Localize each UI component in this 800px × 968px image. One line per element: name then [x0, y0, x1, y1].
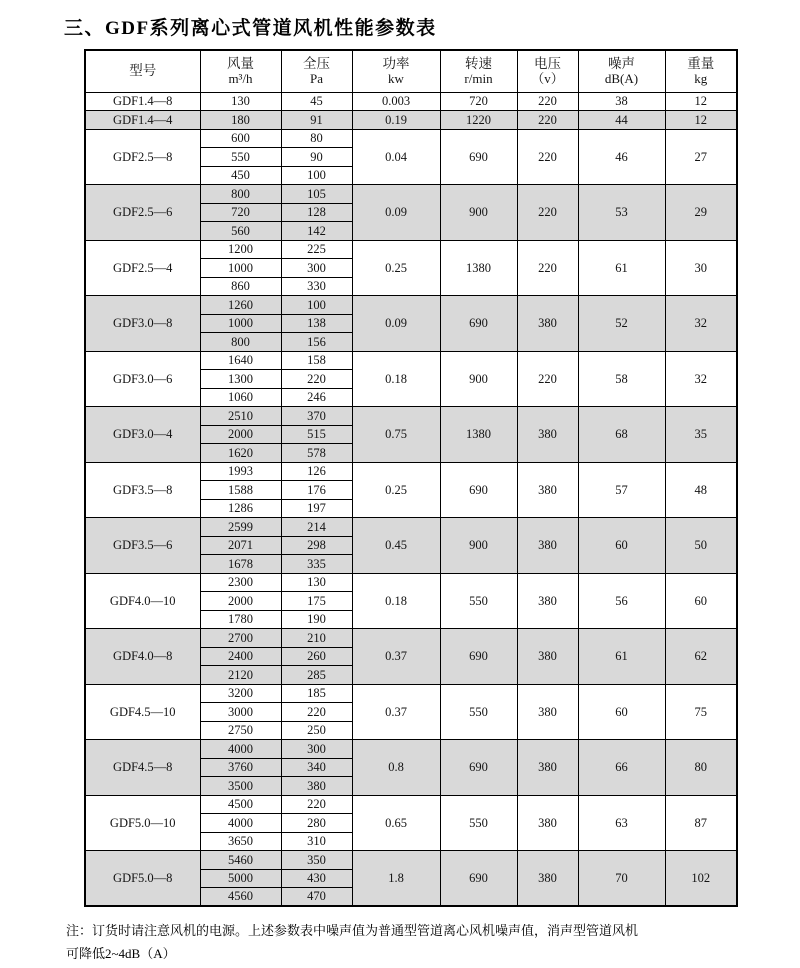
cell-weight: 60	[665, 573, 737, 629]
cell-pressure: 285	[281, 666, 352, 685]
col-header-label: 重量	[687, 56, 715, 72]
cell-voltage: 220	[517, 111, 578, 130]
cell-speed: 690	[440, 740, 517, 796]
cell-pressure: 80	[281, 129, 352, 148]
cell-airflow: 2400	[200, 647, 281, 666]
cell-voltage: 380	[517, 296, 578, 352]
cell-pressure: 515	[281, 425, 352, 444]
table-row	[85, 518, 737, 537]
cell-pressure: 142	[281, 222, 352, 241]
cell-pressure: 130	[281, 573, 352, 592]
cell-pressure: 280	[281, 814, 352, 833]
cell-pressure: 310	[281, 832, 352, 851]
cell-power: 0.09	[352, 185, 440, 241]
cell-pressure: 185	[281, 684, 352, 703]
cell-voltage: 380	[517, 740, 578, 796]
cell-airflow: 1780	[200, 610, 281, 629]
cell-pressure: 300	[281, 259, 352, 278]
cell-noise: 61	[578, 240, 665, 296]
cell-pressure: 220	[281, 703, 352, 722]
cell-airflow: 2000	[200, 592, 281, 611]
cell-noise: 60	[578, 684, 665, 740]
cell-pressure: 100	[281, 166, 352, 185]
cell-speed: 550	[440, 684, 517, 740]
cell-voltage: 220	[517, 240, 578, 296]
cell-airflow: 2120	[200, 666, 281, 685]
col-header-unit: m³/h	[228, 70, 253, 86]
col-header-label: 转速	[465, 56, 492, 72]
cell-noise: 46	[578, 129, 665, 185]
table-row	[85, 92, 737, 111]
cell-power: 0.003	[352, 92, 440, 111]
cell-model: GDF5.0—10	[85, 795, 200, 851]
table-header	[85, 50, 737, 92]
cell-noise: 68	[578, 407, 665, 463]
cell-power: 0.45	[352, 518, 440, 574]
cell-noise: 38	[578, 92, 665, 111]
cell-airflow: 800	[200, 185, 281, 204]
cell-pressure: 210	[281, 629, 352, 648]
cell-voltage: 380	[517, 573, 578, 629]
cell-power: 0.75	[352, 407, 440, 463]
cell-power: 0.8	[352, 740, 440, 796]
cell-weight: 12	[665, 111, 737, 130]
cell-airflow: 1200	[200, 240, 281, 259]
cell-voltage: 220	[517, 92, 578, 111]
cell-pressure: 90	[281, 148, 352, 167]
cell-pressure: 214	[281, 518, 352, 537]
cell-power: 0.65	[352, 795, 440, 851]
cell-pressure: 45	[281, 92, 352, 111]
cell-pressure: 128	[281, 203, 352, 222]
cell-airflow: 2000	[200, 425, 281, 444]
cell-pressure: 105	[281, 185, 352, 204]
cell-power: 0.25	[352, 240, 440, 296]
table-row	[85, 240, 737, 259]
cell-weight: 35	[665, 407, 737, 463]
cell-weight: 80	[665, 740, 737, 796]
cell-pressure: 175	[281, 592, 352, 611]
col-header-airflow	[200, 50, 281, 92]
cell-weight: 48	[665, 462, 737, 518]
cell-pressure: 430	[281, 869, 352, 888]
table-row	[85, 185, 737, 204]
col-header-weight	[665, 50, 737, 92]
table-row	[85, 851, 737, 870]
cell-speed: 720	[440, 92, 517, 111]
col-header-speed	[440, 50, 517, 92]
cell-pressure: 380	[281, 777, 352, 796]
col-header-power	[352, 50, 440, 92]
cell-model: GDF4.0—10	[85, 573, 200, 629]
table-row	[85, 795, 737, 814]
col-header-label: 全压	[303, 56, 330, 72]
cell-power: 0.37	[352, 684, 440, 740]
cell-model: GDF1.4—4	[85, 111, 200, 130]
cell-noise: 60	[578, 518, 665, 574]
cell-model: GDF3.0—4	[85, 407, 200, 463]
cell-airflow: 3760	[200, 758, 281, 777]
cell-speed: 690	[440, 629, 517, 685]
cell-airflow: 720	[200, 203, 281, 222]
cell-pressure: 197	[281, 499, 352, 518]
cell-speed: 1380	[440, 240, 517, 296]
cell-power: 0.04	[352, 129, 440, 185]
cell-model: GDF3.5—8	[85, 462, 200, 518]
col-header-unit: kg	[694, 70, 708, 86]
cell-power: 0.25	[352, 462, 440, 518]
cell-speed: 1380	[440, 407, 517, 463]
col-header-voltage	[517, 50, 578, 92]
cell-power: 0.18	[352, 351, 440, 407]
col-header-label: 噪声	[608, 56, 635, 72]
col-header-unit: dB(A)	[604, 70, 639, 86]
table-row	[85, 629, 737, 648]
table-body	[85, 92, 737, 906]
cell-pressure: 100	[281, 296, 352, 315]
cell-airflow: 1620	[200, 444, 281, 463]
col-header-label: 风量	[227, 56, 254, 72]
cell-weight: 62	[665, 629, 737, 685]
cell-airflow: 2300	[200, 573, 281, 592]
cell-speed: 690	[440, 296, 517, 352]
cell-airflow: 5000	[200, 869, 281, 888]
cell-airflow: 4000	[200, 814, 281, 833]
cell-weight: 27	[665, 129, 737, 185]
cell-model: GDF4.5—10	[85, 684, 200, 740]
cell-speed: 550	[440, 795, 517, 851]
cell-voltage: 380	[517, 462, 578, 518]
cell-speed: 690	[440, 851, 517, 907]
cell-voltage: 380	[517, 518, 578, 574]
cell-model: GDF3.5—6	[85, 518, 200, 574]
cell-noise: 58	[578, 351, 665, 407]
cell-pressure: 220	[281, 795, 352, 814]
cell-model: GDF5.0—8	[85, 851, 200, 907]
cell-airflow: 450	[200, 166, 281, 185]
cell-voltage: 220	[517, 185, 578, 241]
cell-noise: 66	[578, 740, 665, 796]
cell-pressure: 190	[281, 610, 352, 629]
cell-airflow: 3650	[200, 832, 281, 851]
cell-pressure: 91	[281, 111, 352, 130]
cell-pressure: 250	[281, 721, 352, 740]
cell-voltage: 380	[517, 684, 578, 740]
table-row	[85, 111, 737, 130]
cell-noise: 53	[578, 185, 665, 241]
cell-voltage: 380	[517, 851, 578, 907]
cell-airflow: 2750	[200, 721, 281, 740]
cell-airflow: 1300	[200, 370, 281, 389]
cell-airflow: 1286	[200, 499, 281, 518]
cell-airflow: 2599	[200, 518, 281, 537]
cell-noise: 44	[578, 111, 665, 130]
cell-speed: 690	[440, 462, 517, 518]
cell-airflow: 560	[200, 222, 281, 241]
cell-speed: 900	[440, 185, 517, 241]
cell-airflow: 4560	[200, 888, 281, 907]
cell-airflow: 3200	[200, 684, 281, 703]
table-row	[85, 129, 737, 148]
cell-pressure: 370	[281, 407, 352, 426]
cell-model: GDF3.0—6	[85, 351, 200, 407]
cell-airflow: 1000	[200, 314, 281, 333]
fan-spec-table	[84, 49, 738, 907]
cell-pressure: 578	[281, 444, 352, 463]
cell-model: GDF2.5—6	[85, 185, 200, 241]
cell-speed: 900	[440, 518, 517, 574]
cell-airflow: 600	[200, 129, 281, 148]
cell-noise: 61	[578, 629, 665, 685]
footnote-line-2: 可降低2~4dB（A）	[66, 945, 176, 961]
col-header-noise	[578, 50, 665, 92]
cell-weight: 32	[665, 351, 737, 407]
cell-pressure: 330	[281, 277, 352, 296]
cell-model: GDF4.5—8	[85, 740, 200, 796]
table-row	[85, 296, 737, 315]
cell-power: 0.18	[352, 573, 440, 629]
cell-airflow: 130	[200, 92, 281, 111]
cell-pressure: 298	[281, 536, 352, 555]
cell-pressure: 176	[281, 481, 352, 500]
cell-weight: 30	[665, 240, 737, 296]
cell-airflow: 3500	[200, 777, 281, 796]
cell-weight: 29	[665, 185, 737, 241]
col-header-label: 电压	[534, 56, 561, 72]
cell-model: GDF3.0—8	[85, 296, 200, 352]
col-header-unit: r/min	[464, 70, 493, 86]
cell-noise: 70	[578, 851, 665, 907]
cell-speed: 690	[440, 129, 517, 185]
table-row	[85, 407, 737, 426]
cell-voltage: 380	[517, 795, 578, 851]
cell-pressure: 340	[281, 758, 352, 777]
cell-voltage: 220	[517, 129, 578, 185]
cell-airflow: 1993	[200, 462, 281, 481]
cell-pressure: 225	[281, 240, 352, 259]
header-row	[85, 50, 737, 92]
col-header-unit: kw	[388, 70, 404, 86]
footnote	[66, 920, 730, 966]
cell-airflow: 800	[200, 333, 281, 352]
cell-airflow: 1588	[200, 481, 281, 500]
cell-pressure: 158	[281, 351, 352, 370]
footnote-line-1: 注：订货时请注意风机的电源。上述参数表中噪声值为普通型管道离心风机噪声值，消声型管道风机	[66, 923, 639, 938]
cell-airflow: 1000	[200, 259, 281, 278]
cell-noise: 57	[578, 462, 665, 518]
table-row	[85, 573, 737, 592]
cell-airflow: 1678	[200, 555, 281, 574]
cell-speed: 900	[440, 351, 517, 407]
cell-power: 1.8	[352, 851, 440, 907]
cell-weight: 50	[665, 518, 737, 574]
col-header-label: 型号	[129, 63, 157, 79]
cell-airflow: 3000	[200, 703, 281, 722]
col-header-label: 功率	[382, 56, 410, 72]
cell-pressure: 260	[281, 647, 352, 666]
cell-power: 0.09	[352, 296, 440, 352]
cell-pressure: 246	[281, 388, 352, 407]
cell-noise: 52	[578, 296, 665, 352]
cell-airflow: 2071	[200, 536, 281, 555]
table-row	[85, 351, 737, 370]
cell-speed: 1220	[440, 111, 517, 130]
cell-pressure: 138	[281, 314, 352, 333]
col-header-unit: （v）	[531, 70, 564, 86]
cell-model: GDF1.4—8	[85, 92, 200, 111]
cell-pressure: 126	[281, 462, 352, 481]
cell-noise: 63	[578, 795, 665, 851]
cell-airflow: 1060	[200, 388, 281, 407]
cell-airflow: 5460	[200, 851, 281, 870]
page-title: 三、GDF系列离心式管道风机性能参数表	[64, 18, 437, 39]
cell-airflow: 1260	[200, 296, 281, 315]
cell-noise: 56	[578, 573, 665, 629]
cell-airflow: 550	[200, 148, 281, 167]
col-header-pressure	[281, 50, 352, 92]
cell-airflow: 4500	[200, 795, 281, 814]
cell-weight: 75	[665, 684, 737, 740]
cell-airflow: 4000	[200, 740, 281, 759]
table-row	[85, 684, 737, 703]
cell-weight: 12	[665, 92, 737, 111]
cell-airflow: 1640	[200, 351, 281, 370]
cell-pressure: 220	[281, 370, 352, 389]
cell-speed: 550	[440, 573, 517, 629]
cell-model: GDF2.5—8	[85, 129, 200, 185]
cell-airflow: 2510	[200, 407, 281, 426]
cell-airflow: 860	[200, 277, 281, 296]
cell-voltage: 220	[517, 351, 578, 407]
cell-power: 0.19	[352, 111, 440, 130]
cell-weight: 32	[665, 296, 737, 352]
cell-pressure: 350	[281, 851, 352, 870]
cell-model: GDF4.0—8	[85, 629, 200, 685]
cell-weight: 102	[665, 851, 737, 907]
cell-power: 0.37	[352, 629, 440, 685]
cell-model: GDF2.5—4	[85, 240, 200, 296]
cell-pressure: 470	[281, 888, 352, 907]
col-header-model	[85, 50, 200, 92]
cell-airflow: 180	[200, 111, 281, 130]
cell-pressure: 335	[281, 555, 352, 574]
cell-voltage: 380	[517, 407, 578, 463]
col-header-unit: Pa	[310, 70, 323, 86]
cell-voltage: 380	[517, 629, 578, 685]
cell-pressure: 156	[281, 333, 352, 352]
cell-weight: 87	[665, 795, 737, 851]
table-row	[85, 462, 737, 481]
cell-pressure: 300	[281, 740, 352, 759]
cell-airflow: 2700	[200, 629, 281, 648]
table-row	[85, 740, 737, 759]
